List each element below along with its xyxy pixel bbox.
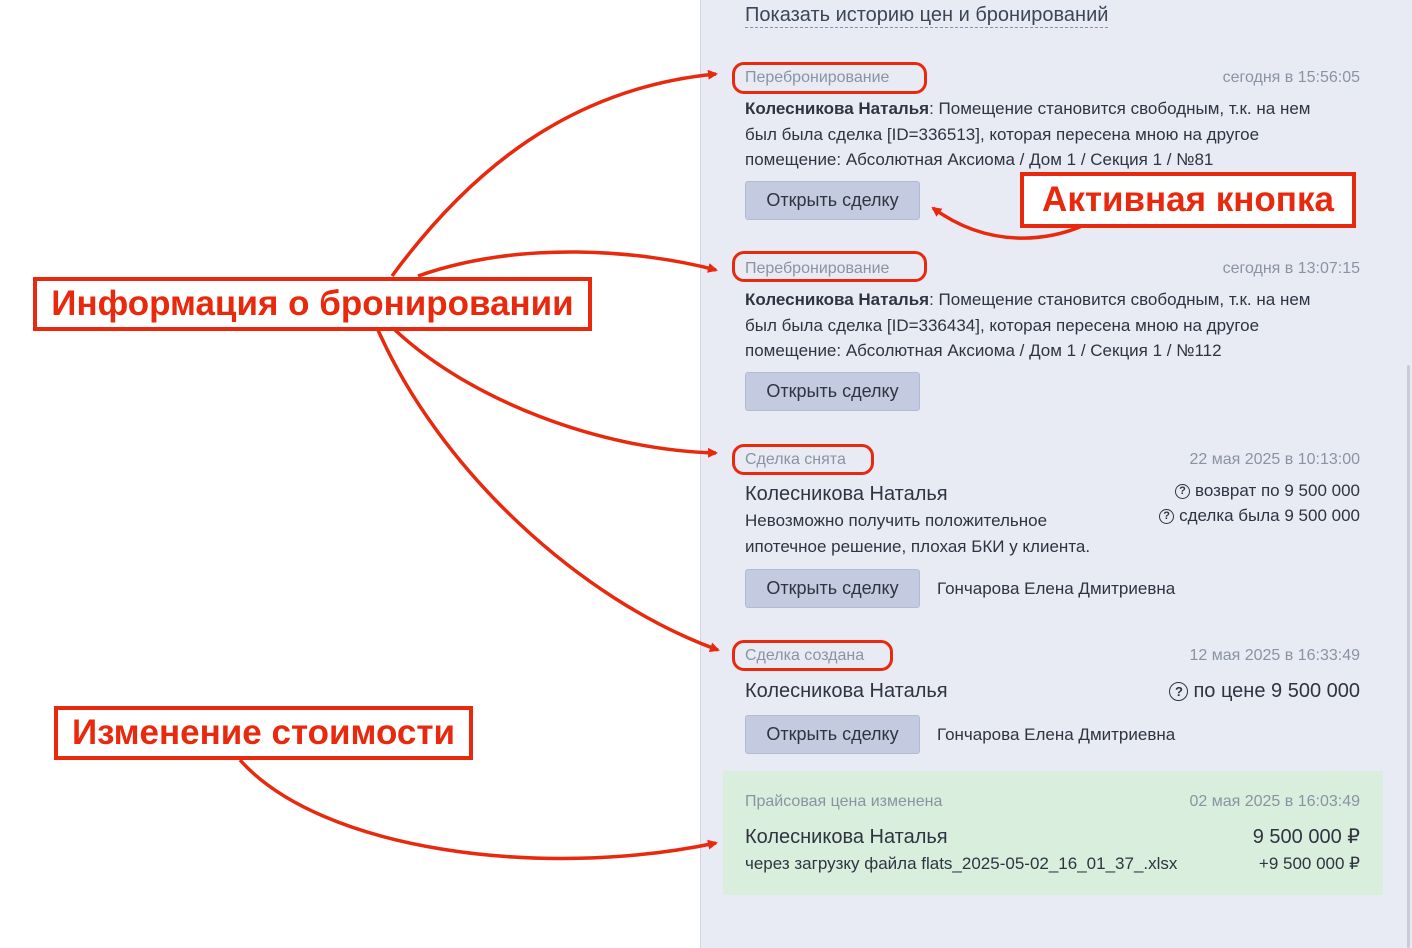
cancel-reason [745, 508, 1125, 559]
event-type: Перебронирование [745, 260, 890, 277]
event-date: 22 мая 2025 в 10:13:00 [1189, 451, 1360, 468]
price-delta: +9 500 000 ₽ [1258, 854, 1360, 873]
reason-line: Невозможно получить положительное [745, 511, 1048, 530]
event-type: Перебронирование [745, 69, 890, 86]
manager-name: Гончарова Елена Дмитриевна [937, 725, 1176, 744]
arrow [240, 760, 716, 858]
event-text-line: : Помещение становится свободным, т.к. на нем [929, 290, 1311, 309]
event-author: Колесникова Наталья [745, 826, 948, 848]
show-history-link[interactable]: Показать историю цен и бронирований [745, 4, 1109, 26]
price-source: через загрузку файла flats_2025-05-02_16_01_37_.xlsx [745, 854, 1178, 873]
event-text-line: : Помещение становится свободным, т.к. на нем [929, 99, 1311, 118]
price-note [1159, 505, 1360, 527]
arrow [378, 330, 718, 650]
annotation-ring [732, 62, 927, 94]
booking-info-callout: Информация о бронировании [33, 277, 592, 331]
open-deal-button[interactable]: Открыть сделку [745, 372, 920, 411]
event-date: сегодня в 15:56:05 [1222, 69, 1360, 86]
arrow [395, 330, 716, 453]
event-author: Колесникова Наталья [745, 99, 930, 118]
price-note-text: сделка была 9 500 000 [1179, 506, 1360, 525]
event-text-line: помещение: Абсолютная Аксиома / Дом 1 / Секция 1 / №112 [745, 341, 1222, 360]
event-type: Сделка снята [745, 451, 846, 468]
open-deal-button[interactable]: Открыть сделку [745, 181, 920, 220]
price-note-text: возврат по 9 500 000 [1195, 481, 1360, 500]
annotation-ring [732, 251, 927, 282]
scrollbar[interactable] [1407, 365, 1410, 948]
new-price: 9 500 000 ₽ [1252, 826, 1360, 848]
event-author: Колесникова Наталья [745, 290, 930, 309]
event-text-line: помещение: Абсолютная Аксиома / Дом 1 / Секция 1 / №81 [745, 150, 1214, 169]
question-icon[interactable]: ? [1175, 484, 1190, 499]
event-description [745, 287, 1365, 364]
event-date: 12 мая 2025 в 16:33:49 [1189, 647, 1360, 664]
active-button-callout: Активная кнопка [1020, 172, 1356, 228]
event-type: Сделка создана [745, 647, 865, 664]
event-text-line: был была сделка [ID=336513], которая пересена мною на другое [745, 124, 1260, 144]
event-date: 02 мая 2025 в 16:03:49 [1189, 793, 1360, 810]
event-author: Колесникова Наталья [745, 483, 948, 505]
event-text-line: был была сделка [ID=336434], которая пересена мною на другое [745, 315, 1260, 335]
manager-name: Гончарова Елена Дмитриевна [937, 579, 1176, 598]
price-note [1169, 678, 1360, 704]
event-description [745, 96, 1365, 173]
reason-line: ипотечное решение, плохая БКИ у клиента. [745, 536, 1091, 556]
arrow [392, 74, 716, 276]
open-deal-button[interactable]: Открыть сделку [745, 569, 920, 608]
question-icon[interactable]: ? [1169, 682, 1188, 701]
price-note [1175, 480, 1360, 502]
event-author: Колесникова Наталья [745, 680, 948, 702]
annotation-ring [732, 640, 893, 671]
open-deal-button[interactable]: Открыть сделку [745, 715, 920, 754]
price-note-text: по цене 9 500 000 [1193, 680, 1360, 702]
annotation-ring [732, 444, 874, 475]
event-date: сегодня в 13:07:15 [1222, 260, 1360, 277]
price-change-callout: Изменение стоимости [54, 706, 473, 760]
event-type: Прайсовая цена изменена [745, 793, 943, 810]
arrow [418, 252, 716, 276]
question-icon[interactable]: ? [1159, 509, 1174, 524]
